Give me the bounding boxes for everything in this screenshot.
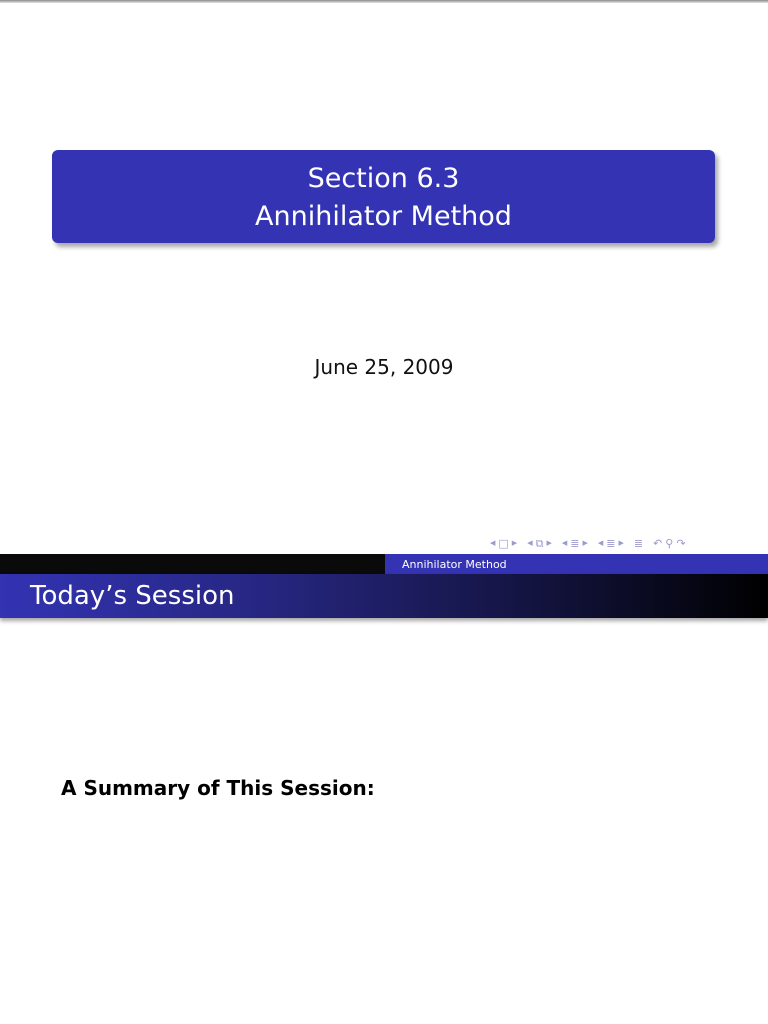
beamer-navigation-bar <box>490 536 686 550</box>
presentation-date: June 25, 2009 <box>314 355 454 379</box>
slide-footer-bar <box>0 554 768 574</box>
appendix-icon[interactable]: ≣ <box>633 536 644 550</box>
title-slide <box>0 3 768 554</box>
document-nav-icon[interactable]: ◀ ≣ ▶ <box>597 536 624 550</box>
back-forward-search-icon[interactable]: ↶ ⚲ ↷ <box>653 536 686 550</box>
frame-title: Today’s Session <box>30 581 235 611</box>
section-title: Section 6.3 <box>307 163 460 194</box>
summary-heading: A Summary of This Session: <box>61 776 375 800</box>
section-nav-icon[interactable]: ◀ ≣ ▶ <box>561 536 588 550</box>
frame-title-bar <box>0 574 768 618</box>
subsection-nav-icon[interactable]: ◀ ⧉ ▶ <box>527 536 552 550</box>
footer-title: Annihilator Method <box>385 554 768 574</box>
footer-left-panel <box>0 554 385 574</box>
frame-nav-icon[interactable]: ◀ □ ▶ <box>490 536 518 550</box>
presentation-title: Annihilator Method <box>255 201 512 232</box>
title-box <box>52 150 715 243</box>
